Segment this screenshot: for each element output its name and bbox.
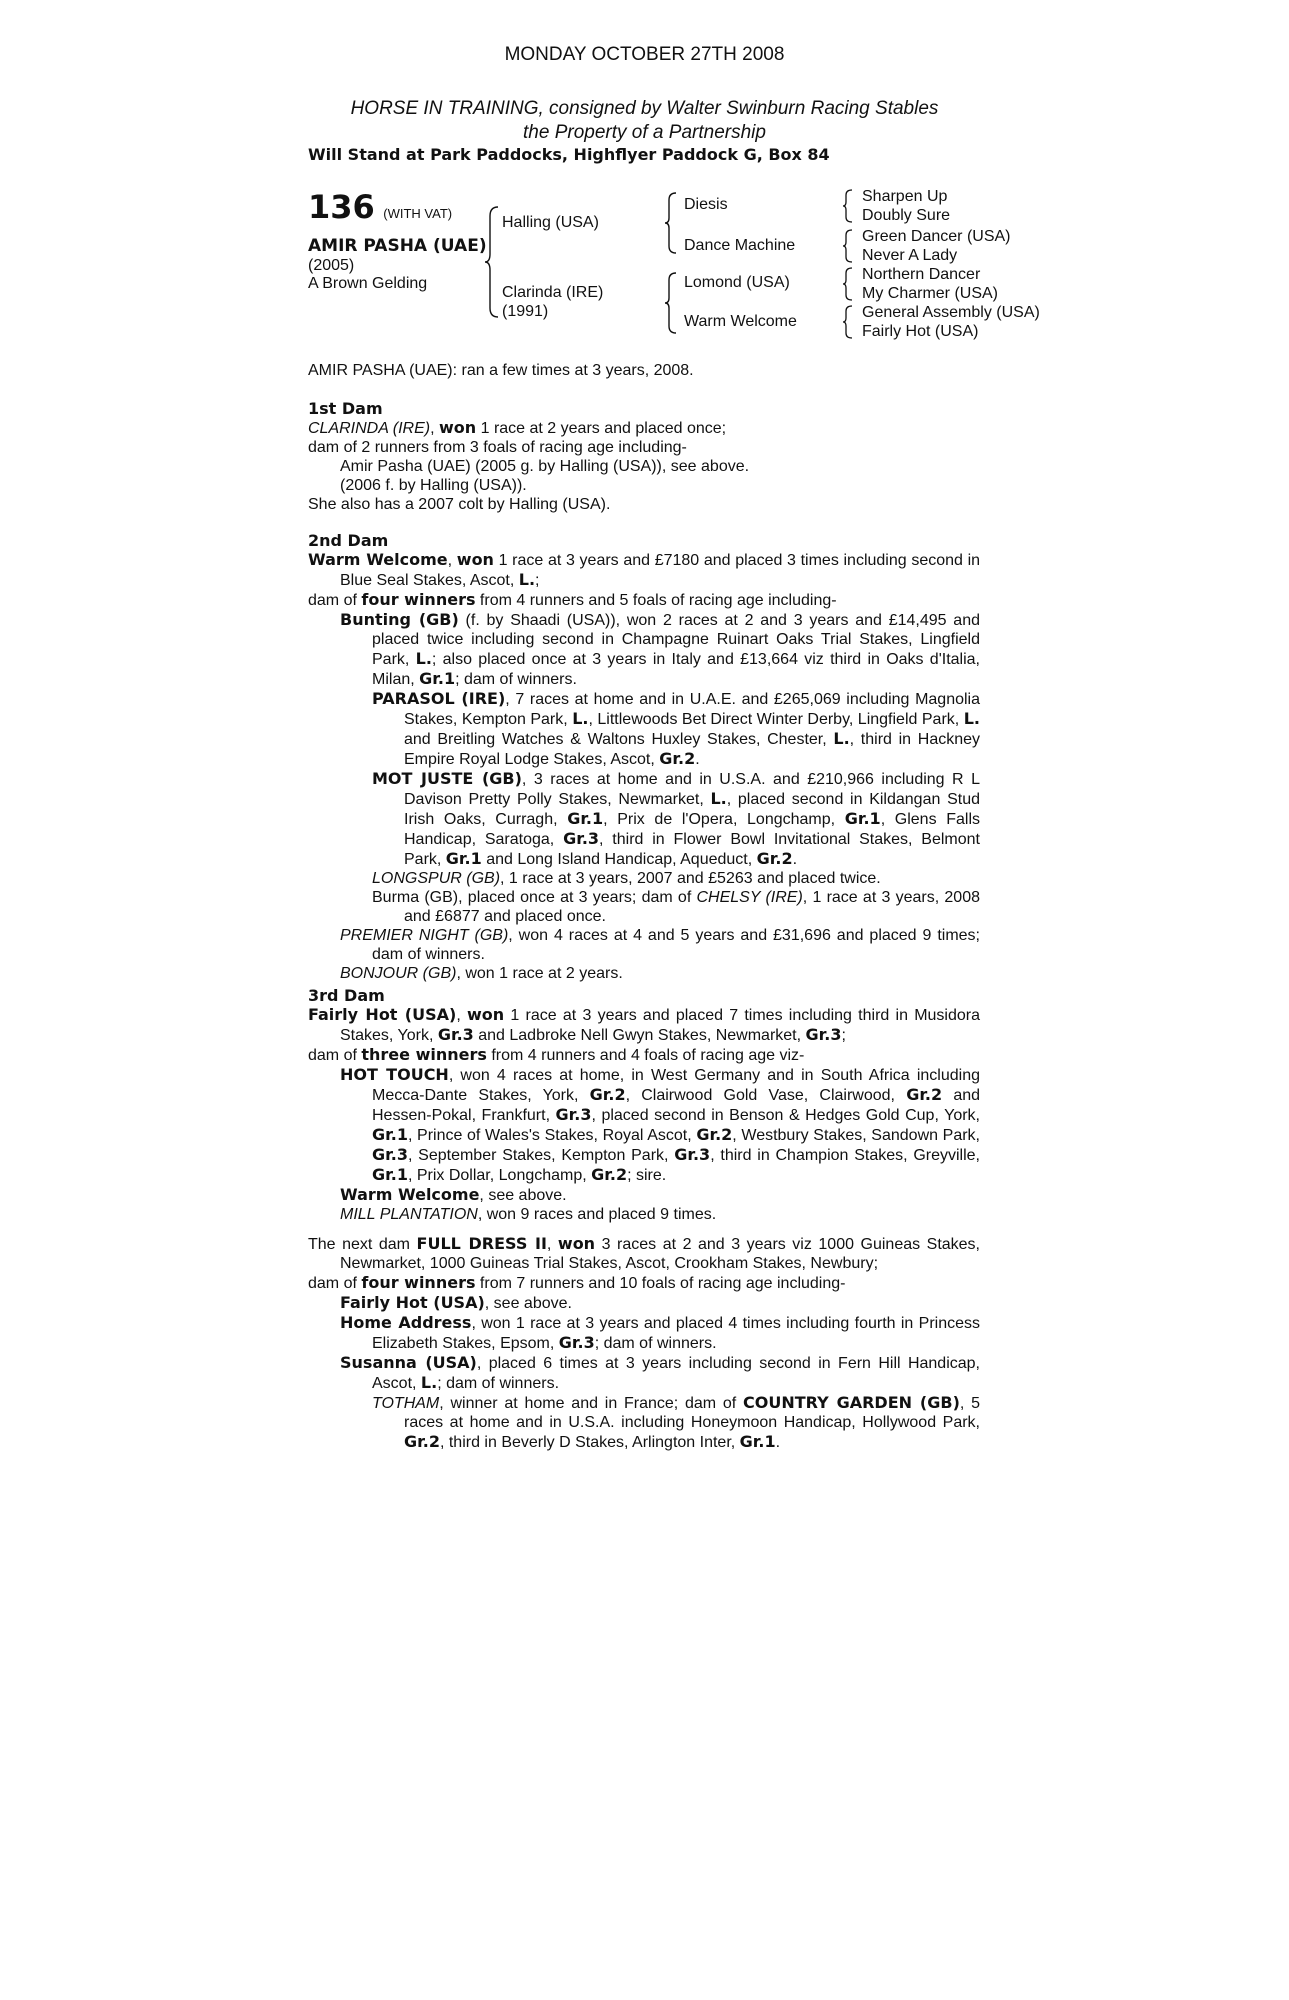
won-label: won [456,550,494,569]
bunting-name: Bunting (GB) [340,610,459,629]
dam-name: Clarinda (IRE) [502,284,604,301]
hot-touch-entry [308,1065,980,1185]
listed-label: L. [415,649,432,668]
grade-label: Gr.1 [739,1432,776,1451]
gg-brace-1 [842,189,854,223]
bonjour-name: BONJOUR (GB) [340,965,457,982]
punctuation: . [792,851,798,868]
first-dam-section: CLARINDA (IRE), won 1 race at 2 years and placed once; dam of 2 runners from 3 foals of racing age including- Amir Pasha (UAE) (2005 g. by Halling (USA)), see above. (2006 f. by Halling (USA)). She also has a 2007 colt by Halling (USA). [308,418,980,514]
mot-juste-entry [308,769,980,869]
text: , see above. [479,1187,567,1204]
grade-label: Gr.2 [404,1432,440,1451]
text: , 1 race at 3 years, 2008 and £6877 and placed once. [404,889,980,925]
foal-summary: from 4 runners and 4 foals of racing age viz- [486,1047,805,1064]
race-summary: AMIR PASHA (UAE): ran a few times at 3 years, 2008. [308,362,694,379]
text: , third in Flower Bowl Invitational Stakes, Belmont Park, [404,831,981,868]
vat-label: (WITH VAT) [383,206,453,221]
gg-brace-4 [842,305,854,339]
text: The next dam [308,1236,417,1253]
fairly-hot-name: Fairly Hot (USA) [308,1005,457,1024]
clarinda-record: 1 race at 2 years and placed once; [476,420,727,437]
grade-label: Gr.1 [372,1165,408,1184]
dam-of-label: dam of [308,592,362,609]
text: , third in Beverly D Stakes, Arlington Inter, [439,1434,740,1451]
grade-label: Gr.2 [756,849,793,868]
pedigree-main-brace [484,206,500,318]
text: , Prix de l'Opera, Longchamp, [603,811,845,828]
warm-welcome-name: Warm Welcome [308,550,448,569]
grade-label: Gr.3 [805,1025,842,1044]
grade-label: Gr.2 [696,1125,733,1144]
text: , winner at home and in France; dam of [439,1395,744,1412]
text: ; dam of winners. [594,1335,717,1352]
parasol-name: PARASOL (IRE) [372,689,506,708]
punctuation: ; [841,1027,846,1044]
text: (f. by Shaadi (USA)), won 2 races at 2 and 3 years and £14,495 and placed twice including second in Champagne Ruinart Oaks Trial Stakes, Lingfield Park, [372,612,980,668]
gg-never-a-lady: Never A Lady [862,247,958,264]
lot-number-block [308,188,452,226]
grade-label: Gr.3 [563,829,600,848]
grade-label: Gr.2 [906,1085,943,1104]
location-line: Will Stand at Park Paddocks, Highflyer Paddock G, Box 84 [308,145,830,164]
text: , placed second in Kildangan Stud Irish Oaks, Curragh, [404,791,980,828]
dam-brace [664,272,678,334]
text: , 3 races at home and in U.S.A. and £210,966 including R L Davison Pretty Polly Stakes, Newmarket, [404,771,980,808]
hot-touch-name: HOT TOUCH [340,1065,449,1084]
sire-dam: Dance Machine [684,237,796,254]
listed-label: L. [572,709,589,728]
text: Burma (GB), placed once at 3 years; dam of [372,889,697,906]
home-address-entry [308,1313,980,1353]
foal-summary: from 7 runners and 10 foals of racing age including- [475,1275,846,1292]
text: , won 1 race at 2 years. [456,965,623,982]
grade-label: Gr.2 [659,749,696,768]
grade-label: Gr.1 [844,809,881,828]
warm-welcome-name: Warm Welcome [340,1185,480,1204]
gg-doubly-sure: Doubly Sure [862,207,951,224]
warm-welcome-record: 1 race at 3 years and £7180 and placed 3 times including second in Blue Seal Stakes, Ascot, [340,552,981,589]
winners-count: four winners [361,1273,476,1292]
text: , Prince of Wales's Stakes, Royal Ascot, [407,1127,697,1144]
text: , third in Champion Stakes, Greyville, [710,1147,981,1164]
foal-summary: from 4 runners and 5 foals of racing age including- [475,592,837,609]
dam-of-label: dam of [308,1047,362,1064]
grade-label: Gr.1 [445,849,482,868]
text: , September Stakes, Kempton Park, [407,1147,675,1164]
country-garden-name: COUNTRY GARDEN (GB) [743,1393,960,1412]
bunting-entry [308,610,980,689]
sire-brace [664,192,678,254]
grade-label: Gr.2 [589,1085,626,1104]
full-dress-name: FULL DRESS II [416,1234,547,1253]
sire-sire: Diesis [684,196,728,213]
next-dam-section: The next dam FULL DRESS II, won 3 races at 2 and 3 years viz 1000 Guineas Stakes, Newmarket, 1000 Guineas Trial Stakes, Ascot, Crookham Stakes, Newbury; dam of four winners from 7 runners and 10 foals of racing age including- Fairly Hot (USA), see above. Home Address, won 1 race at 3 years and placed 4 times including fourth in Princess Elizabeth Stakes, Epsom, Gr.3; dam of winners. Susanna (USA), placed 6 times at 3 years including second in Fern Hill Handicap, Ascot, L.; dam of winners. TOTHAM, winner at home and in France; dam of COUNTRY GARDEN (GB), 5 races at home and in U.S.A. including Honeymoon Handicap, Hollywood Park, Gr.2, third in Beverly D Stakes, Arlington Inter, Gr.1. [308,1234,981,1451]
text: , Glens Falls Handicap, Saratoga, [404,811,980,848]
gg-northern-dancer: Northern Dancer [862,266,981,283]
susanna-entry [308,1353,980,1393]
text: , see above. [484,1295,572,1312]
text: , placed 6 times at 3 years including second in Fern Hill Handicap, Ascot, [372,1355,981,1392]
grade-label: Gr.2 [591,1165,628,1184]
premier-night-name: PREMIER NIGHT (GB) [340,927,509,944]
totham-entry [308,1393,980,1452]
listed-label: L. [518,570,536,589]
second-dam-section: Warm Welcome, won 1 race at 3 years and £7180 and placed 3 times including second in Blue Seal Stakes, Ascot, L.; dam of four winners from 4 runners and 5 foals of racing age including- Bunting (GB) (f. by Shaadi (USA)), won 2 races at 2 and 3 years and £14,495 and placed twice including second in Champagne Ruinart Oaks Trial Stakes, Lingfield Park, L.; also placed once at 3 years in Italy and £13,664 viz third in Oaks d'Italia, Milan, Gr.1; dam of winners. PARASOL (IRE), 7 races at home and in U.A.E. and £265,069 including Magnolia Stakes, Kempton Park, L., Littlewoods Bet Direct Winter Derby, Lingfield Park, L. and Breitling Watches & Waltons Huxley Stakes, Chester, L., third in Hackney Empire Royal Lodge Stakes, Ascot, Gr.2. MOT JUSTE (GB), 3 races at home and in U.S.A. and £210,966 including R L Davison Pretty Polly Stakes, Newmarket, L., placed second in Kildangan Stud Irish Oaks, Curragh, Gr.1, Prix de l'Opera, Longchamp, Gr.1, Glens Falls Handicap, Saratoga, Gr.3, third in Flower Bowl Invitational Stakes, Belmont Park, Gr.1 and Long Island Handicap, Aqueduct, Gr.2. LONGSPUR (GB), 1 race at 3 years, 2007 and £5263 and placed twice. Burma (GB), placed once at 3 years; dam of CHELSY (IRE), 1 race at 3 years, 2008 and £6877 and placed once. PREMIER NIGHT (GB), won 4 races at 4 and 5 years and £31,696 and placed 9 times; dam of winners. BONJOUR (GB), won 1 race at 2 years. [308,550,981,982]
listed-label: L. [420,1373,438,1392]
produce-2006: (2006 f. by Halling (USA)). [340,477,527,494]
clarinda-name: CLARINDA (IRE) [308,420,431,437]
sale-date: MONDAY OCTOBER 27TH 2008 [504,44,785,65]
punctuation: . [695,751,700,768]
third-dam-section: Fairly Hot (USA), won 1 race at 3 years and placed 7 times including third in Musidora Stakes, York, Gr.3 and Ladbroke Nell Gwyn Stakes, Newmarket, Gr.3; dam of three winners from 4 runners and 4 foals of racing age viz- HOT TOUCH, won 4 races at home, in West Germany and in South Africa including Mecca-Dante Stakes, York, Gr.2, Clairwood Gold Vase, Clairwood, Gr.2 and Hessen-Pokal, Frankfurt, Gr.3, placed second in Benson & Hedges Gold Cup, York, Gr.1, Prince of Wales's Stakes, Royal Ascot, Gr.2, Westbury Stakes, Sandown Park, Gr.3, September Stakes, Kempton Park, Gr.3, third in Champion Stakes, Greyville, Gr.1, Prix Dollar, Longchamp, Gr.2; sire. Warm Welcome, see above. MILL PLANTATION, won 9 races and placed 9 times. [308,1005,981,1223]
longspur-name: LONGSPUR (GB) [372,870,501,887]
won-label: won [438,418,477,437]
text: , third in Hackney Empire Royal Lodge Stakes, Ascot, [404,731,981,768]
text: , won 1 race at 3 years and placed 4 times including fourth in Princess Elizabeth Stakes, Epsom, [372,1315,980,1352]
second-dam-heading: 2nd Dam [308,531,389,550]
premier-night-entry [308,926,980,964]
text: , Prix Dollar, Longchamp, [407,1167,592,1184]
dam-dam: Warm Welcome [684,313,797,330]
text: , Westbury Stakes, Sandown Park, [732,1127,981,1144]
home-address-name: Home Address [340,1313,472,1332]
won-label: won [557,1234,596,1253]
text: ; dam of winners. [437,1375,560,1392]
text: ; also placed once at 3 years in Italy and £13,664 viz third in Oaks d'Italia, Milan, [372,651,981,688]
dam-year: (1991) [502,303,549,320]
text: , placed second in Benson & Hedges Gold Cup, York, [591,1107,980,1124]
gg-fairly-hot: Fairly Hot (USA) [862,323,979,340]
punctuation: ; [535,572,540,589]
dam-sire: Lomond (USA) [684,274,790,291]
text: , 1 race at 3 years, 2007 and £5263 and placed twice. [500,870,881,887]
foaling-year: (2005) [308,257,355,274]
gg-sharpen-up: Sharpen Up [862,188,948,205]
text: ; dam of winners. [455,671,577,688]
sire-name: Halling (USA) [502,214,599,231]
mot-juste-name: MOT JUSTE (GB) [372,769,522,788]
third-dam-heading: 3rd Dam [308,986,385,1005]
listed-label: L. [833,729,850,748]
grade-label: Gr.3 [555,1105,592,1124]
produce-amir-pasha: Amir Pasha (UAE) (2005 g. by Halling (USA)), see above. [340,458,750,475]
consignor-line: HORSE IN TRAINING, consigned by Walter Swinburn Racing Stables [350,98,939,119]
text: , 5 races at home and in U.S.A. including Honeymoon Handicap, Hollywood Park, [404,1395,981,1431]
text: , won 4 races at 4 and 5 years and £31,696 and placed 9 times; dam of winners. [372,927,980,963]
horse-description: A Brown Gelding [308,275,428,292]
grade-label: Gr.3 [437,1025,474,1044]
clarinda-produce: dam of 2 runners from 3 foals of racing age including- [308,439,687,456]
text: and Long Island Handicap, Aqueduct, [481,851,757,868]
bonjour-entry [308,964,980,983]
mill-plantation-name: MILL PLANTATION [340,1206,478,1223]
listed-label: L. [963,709,980,728]
produce-2007: She also has a 2007 colt by Halling (USA). [308,496,611,513]
grade-label: Gr.1 [372,1125,408,1144]
winners-count: three winners [361,1045,487,1064]
gg-general-assembly: General Assembly (USA) [862,304,1040,321]
lot-number: 136 [308,188,375,226]
grade-label: Gr.3 [372,1145,408,1164]
fairly-hot-entry [308,1293,980,1313]
gg-brace-3 [842,267,854,301]
text: 1 race at 3 years and placed 7 times including third in Musidora Stakes, York, [340,1007,981,1044]
text: and Ladbroke Nell Gwyn Stakes, Newmarket, [473,1027,806,1044]
totham-name: TOTHAM [372,1395,440,1412]
longspur-entry [308,869,980,888]
grade-label: Gr.3 [558,1333,595,1352]
fairly-hot-name: Fairly Hot (USA) [340,1293,485,1312]
susanna-name: Susanna (USA) [340,1353,477,1372]
warm-welcome-entry [308,1185,980,1205]
text: , Clairwood Gold Vase, Clairwood, [625,1087,907,1104]
grade-label: Gr.1 [419,669,456,688]
text: , Littlewoods Bet Direct Winter Derby, Lingfield Park, [588,711,964,728]
burma-entry [308,888,980,926]
property-line: the Property of a Partnership [523,122,766,143]
listed-label: L. [710,789,727,808]
grade-label: Gr.3 [674,1145,711,1164]
parasol-entry [308,689,980,769]
gg-my-charmer: My Charmer (USA) [862,285,999,302]
text: and Hessen-Pokal, Frankfurt, [372,1087,981,1124]
text: , 7 races at home and in U.A.E. and £265,069 including Magnolia Stakes, Kempton Park, [404,691,981,728]
text: , won 4 races at home, in West Germany and in South Africa including Mecca-Dante Stakes, York, [372,1067,980,1104]
grade-label: Gr.1 [567,809,604,828]
mill-plantation-entry [308,1205,980,1224]
text: ; sire. [627,1167,667,1184]
text: and Breitling Watches & Waltons Huxley Stakes, Chester, [404,731,834,748]
won-label: won [467,1005,505,1024]
punctuation: . [775,1434,781,1451]
horse-name: AMIR PASHA (UAE) [308,236,487,256]
winners-count: four winners [361,590,476,609]
text: , won 9 races and placed 9 times. [477,1206,717,1223]
gg-green-dancer: Green Dancer (USA) [862,228,1011,245]
chelsy-name: CHELSY (IRE) [696,889,803,906]
first-dam-heading: 1st Dam [308,399,383,418]
text: 3 races at 2 and 3 years viz 1000 Guineas Stakes, Newmarket, 1000 Guineas Trial Stakes, Ascot, Crookham Stakes, Newbury; [340,1236,981,1272]
gg-brace-2 [842,229,854,263]
dam-of-label: dam of [308,1275,362,1292]
